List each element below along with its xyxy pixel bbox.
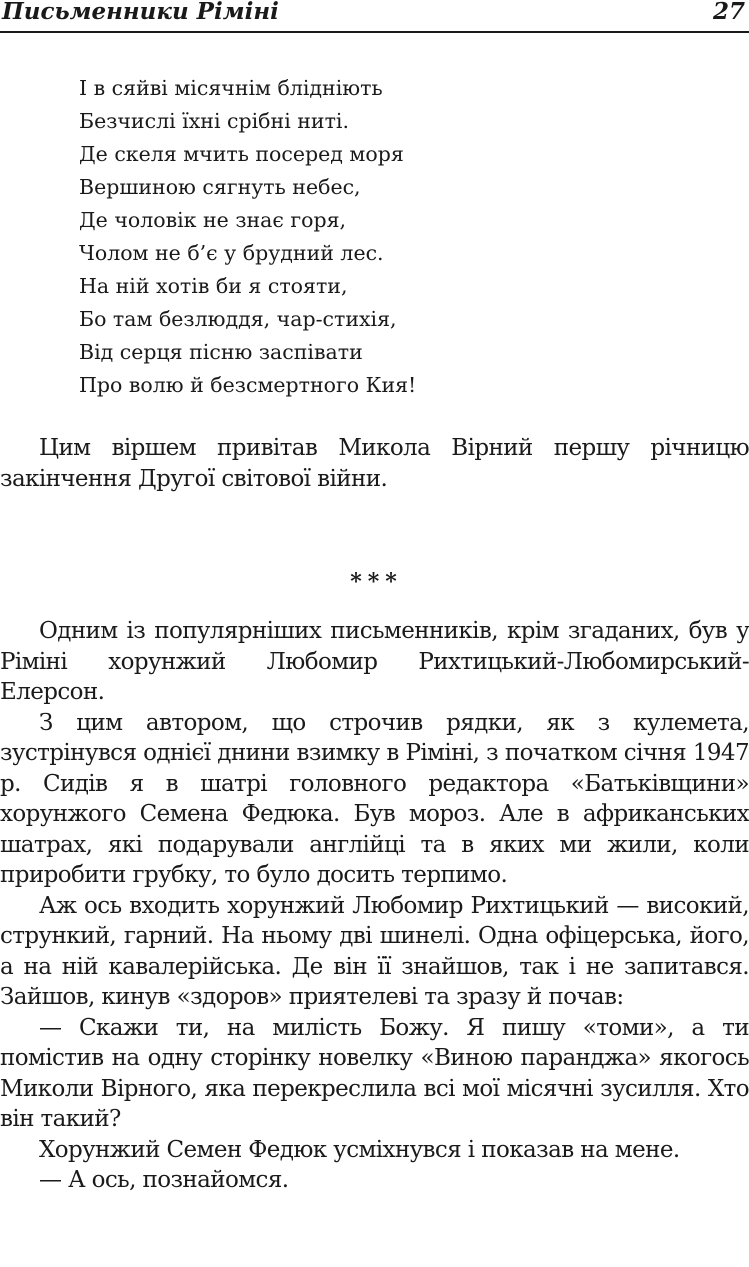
poem-line: Вершиною сягнуть небес,: [79, 175, 361, 199]
poem-line: Від серця пісню заспівати: [79, 340, 363, 364]
poem-line: І в сяйві місячнім бліднiють: [79, 76, 383, 100]
body-text: [0, 616, 749, 1196]
poem-block: [79, 72, 719, 402]
dialogue-line: — Скажи ти, на милість Божу. Я пишу «томи», а ти помістив на одну сторінку новелку «Виною паранджа» якогось Миколи Вірного, яка перекреслила всі мої місячні зусилля. Хто він такий?: [0, 1014, 749, 1132]
paragraph: Хорунжий Семен Федюк усміхнувся і показав на мене.: [39, 1136, 680, 1163]
poem-line: Чолом не б’є у брудний лес.: [79, 241, 384, 265]
dialogue-line: — А ось, познайомся.: [39, 1167, 289, 1193]
page-number: 27: [712, 0, 745, 25]
poem-line: Де чоловік не знає горя,: [79, 208, 347, 232]
closing-remark-block: [0, 433, 749, 494]
page-header: [0, 0, 749, 30]
poem-line: Бо там безлюддя, чар-стихія,: [79, 307, 397, 331]
paragraph: Одним із популярніших письменників, крім згаданих, був у Ріміні хорунжий Любомир Рихтицький-Любомирський-Елерсон.: [0, 618, 749, 705]
poem-line: Безчислі їхні срібні ниті.: [79, 109, 350, 133]
header-divider: [0, 31, 749, 33]
closing-remark: Цим віршем привітав Микола Вірний першу річницю закінчення Другої світової війни.: [0, 435, 749, 492]
paragraph: Аж ось входить хорунжий Любомир Рихтицький — високий, стрункий, гарний. На ньому дві шинелі. Одна офіцерська, його, а на ній кавалерійська. Де він її знайшов, так і не запитався. Зайшов, кинув «здоров» приятелеві та зразу й почав:: [0, 892, 749, 1010]
running-title: Письменники Ріміні: [2, 0, 279, 25]
paragraph: З цим автором, що строчив рядки, як з кулемета, зустрінувся однієї днини взимку в Ріміні, з початком січня 1947 р. Сидів я в шатрі головного редактора «Батьківщини» хорунжого Семена Федюка. Був мороз. Але в африканських шатрах, які подарували англійці та в яких ми жили, коли приробити грубку, то було досить терпимо.: [0, 709, 749, 888]
poem-line: На ній хотів би я стояти,: [79, 274, 348, 298]
section-break: ***: [350, 569, 403, 595]
poem-line: Де скеля мчить посеред моря: [79, 142, 404, 166]
poem-line: Про волю й безсмертного Кия!: [79, 373, 417, 397]
